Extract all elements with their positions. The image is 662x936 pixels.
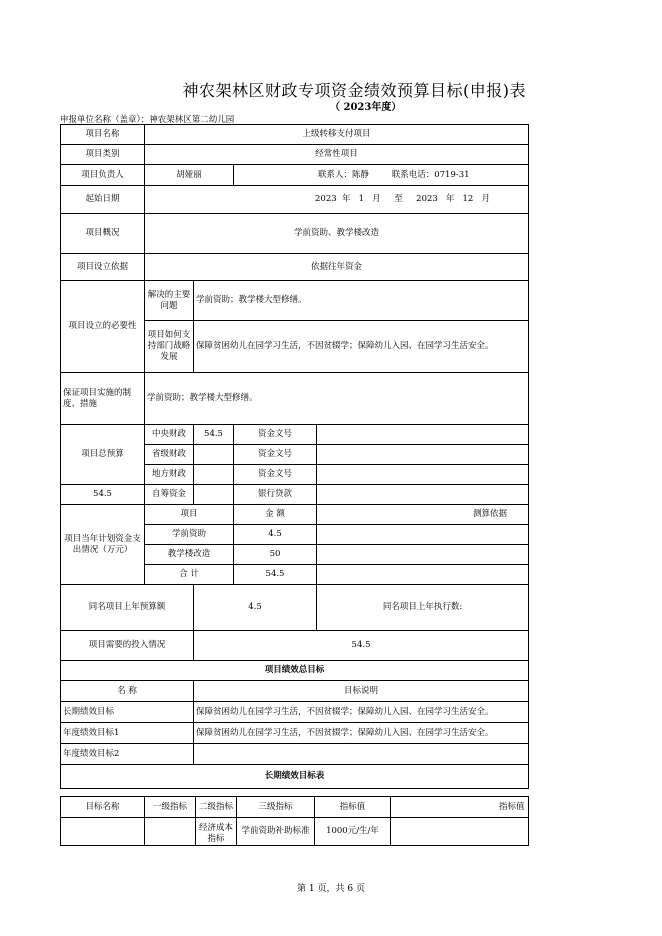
- doc-label-3: 资金文号: [234, 465, 317, 485]
- self-funds-label: 自筹资金: [145, 485, 194, 505]
- h-level3: 三级指标: [237, 797, 315, 818]
- total-value: 54.5: [234, 565, 317, 585]
- doc-value-2: [317, 445, 529, 465]
- local-value: [194, 465, 234, 485]
- self-funds-value: [194, 485, 234, 505]
- applicant-unit: 申报单位名称（盖章）：神农架林区第二幼儿园: [60, 115, 235, 125]
- contact-info: [234, 165, 529, 186]
- last-year-value: 4.5: [194, 585, 317, 631]
- name-header: 名 称: [61, 681, 194, 702]
- necessity-label: 项目设立的必要性: [61, 281, 145, 373]
- page-title: 神农架林区财政专项资金绩效预算目标(申报)表: [182, 81, 526, 100]
- central-value: 54.5: [194, 425, 234, 445]
- h-level2: 二级指标: [196, 797, 237, 818]
- subsidy-value2: [391, 818, 529, 846]
- item1-name: 学前资助: [145, 525, 234, 545]
- doc-label-2: 资金文号: [234, 445, 317, 465]
- input-label: 项目需要的投入情况: [61, 631, 194, 661]
- goal-name-cell: [61, 818, 145, 846]
- overview-value: 学前资助、教学楼改造: [145, 214, 529, 254]
- leader-label: 项目负责人: [61, 165, 145, 186]
- item2-amount: 50: [234, 545, 317, 565]
- year-goal1-label: 年度绩效目标1: [61, 723, 194, 744]
- item2-name: 教学楼改造: [145, 545, 234, 565]
- long-table-title: 长期绩效目标表: [61, 765, 529, 789]
- date-value: 2023 年 1 月 至 2023 年 12 月: [145, 186, 529, 214]
- project-name-value: 上级转移支付项目: [145, 125, 529, 145]
- calc-header: 测算依据: [317, 505, 529, 525]
- measures-value: 学前资助；教学楼大型修缮。: [145, 373, 529, 425]
- item1-calc: [317, 525, 529, 545]
- basis-label: 项目设立依据: [61, 254, 145, 281]
- basis-value: 依据往年资金: [145, 254, 529, 281]
- problem-label: 解决的主要问题: [145, 281, 194, 321]
- support-value: 保障贫困幼儿在园学习生活，不因贫辍学；保障幼儿入园、在园学习生活安全。: [194, 321, 529, 373]
- overview-label: 项目概况: [61, 214, 145, 254]
- contact-person: 联系人：陈静: [318, 169, 370, 180]
- budget-label: 项目总预算: [61, 425, 145, 485]
- year-goal2-value: [194, 744, 529, 765]
- budget-form-table: [60, 124, 529, 789]
- leader-value: 胡娅丽: [145, 165, 234, 186]
- doc-label-1: 资金文号: [234, 425, 317, 445]
- date-label: 起始日期: [61, 186, 145, 214]
- perf-goal-title: 项目绩效总目标: [61, 661, 529, 681]
- level1-cell: [145, 818, 196, 846]
- budget-total: 54.5: [61, 485, 145, 505]
- support-label: 项目如何支持部门战略发展: [145, 321, 194, 373]
- year-goal2-label: 年度绩效目标2: [61, 744, 194, 765]
- h-value2: 指标值: [391, 797, 529, 818]
- total-label: 合 计: [145, 565, 234, 585]
- loan-label: 银行贷款: [234, 485, 317, 505]
- last-exec-label: 同名项目上年执行数:: [317, 585, 529, 631]
- measures-label: 保证项目实施的制度、措施: [61, 373, 145, 425]
- h-goal-name: 目标名称: [61, 797, 145, 818]
- project-name-label: 项目名称: [61, 125, 145, 145]
- loan-value: [317, 485, 529, 505]
- doc-value-3: [317, 465, 529, 485]
- h-value: 指标值: [315, 797, 391, 818]
- subsidy-label: 学前资助补助标准: [237, 818, 315, 846]
- project-type-value: 经常性项目: [145, 145, 529, 165]
- project-type-label: 项目类别: [61, 145, 145, 165]
- plan-label: 项目当年计划资金支出情况（万元）: [61, 505, 145, 585]
- item2-calc: [317, 545, 529, 565]
- doc-value-1: [317, 425, 529, 445]
- long-goal-label: 长期绩效目标: [61, 702, 194, 723]
- item1-amount: 4.5: [234, 525, 317, 545]
- central-label: 中央财政: [145, 425, 194, 445]
- econ-label: 经济成本指标: [196, 818, 237, 846]
- provincial-value: [194, 445, 234, 465]
- problem-value: 学前资助；教学楼大型修缮。: [194, 281, 529, 321]
- h-level1: 一级指标: [145, 797, 196, 818]
- long-term-goal-table: [60, 796, 529, 846]
- input-value: 54.5: [194, 631, 529, 661]
- year-goal1-value: 保障贫困幼儿在园学习生活，不因贫辍学；保障幼儿入园、在园学习生活安全。: [194, 723, 529, 744]
- last-year-label: 同名项目上年预算额: [61, 585, 194, 631]
- amount-header: 金 额: [234, 505, 317, 525]
- total-calc: [317, 565, 529, 585]
- contact-phone: 联系电话：0719-31: [391, 169, 470, 180]
- local-label: 地方财政: [145, 465, 194, 485]
- goal-desc-header: 目标说明: [194, 681, 529, 702]
- page-footer: 第 1 页，共 6 页: [297, 884, 365, 894]
- item-header: 项目: [145, 505, 234, 525]
- subsidy-value: 1000元/生/年: [315, 818, 391, 846]
- long-goal-value: 保障贫困幼儿在园学习生活，不因贫辍学；保障幼儿入园、在园学习生活安全。: [194, 702, 529, 723]
- page-subtitle: （ 2023年度）: [330, 102, 402, 113]
- provincial-label: 省级财政: [145, 445, 194, 465]
